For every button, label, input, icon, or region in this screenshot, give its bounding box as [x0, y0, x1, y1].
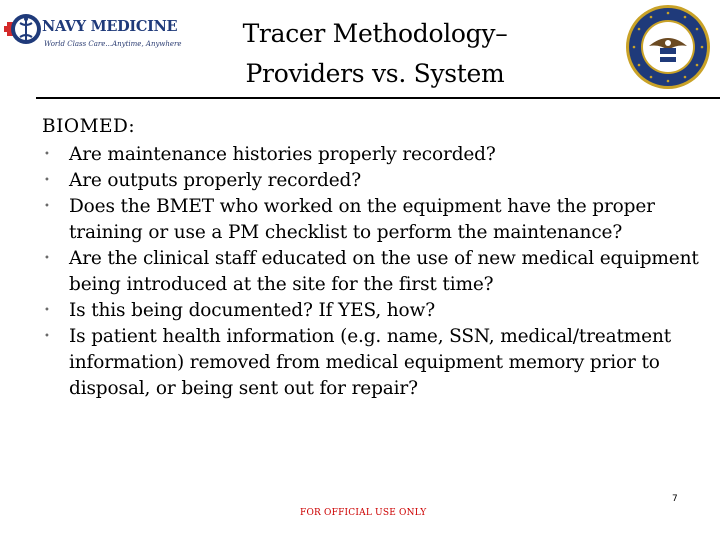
list-item — [42, 246, 702, 298]
navy-medicine-logo — [4, 4, 182, 64]
bullet-icon: • — [44, 149, 50, 160]
bullet-text: Is patient health information (e.g. name, SSN, medical/treatment information) removed from medical equipment memory prior to disposal, or being sent out for repair? — [69, 326, 671, 399]
section-heading: BIOMED: — [42, 116, 136, 137]
slide-content — [42, 114, 702, 402]
title-line-1: Tracer Methodology– — [242, 19, 508, 48]
bullet-text: Are maintenance histories properly recorded? — [69, 144, 496, 165]
bullet-text: Is this being documented? If YES, how? — [69, 300, 435, 321]
list-item — [42, 142, 702, 168]
title-line-2: Providers vs. System — [245, 59, 505, 88]
list-item — [42, 298, 702, 324]
bullet-icon: • — [44, 305, 50, 316]
bullet-icon: • — [44, 175, 50, 186]
list-item — [42, 324, 702, 402]
bullet-text: Are the clinical staff educated on the use of new medical equipment being introduced at the site for the first time? — [69, 248, 699, 295]
navy-medicine-emblem-icon — [4, 4, 44, 64]
slide-title — [180, 14, 570, 94]
list-item — [42, 194, 702, 246]
logo-tagline: World Class Care...Anytime, Anywhere — [44, 40, 182, 48]
bullet-icon: • — [44, 201, 50, 212]
list-item — [42, 168, 702, 194]
bullet-list — [42, 142, 702, 402]
navy-seal-icon — [625, 4, 711, 90]
bullet-text: Does the BMET who worked on the equipment have the proper training or use a PM checklist to perform the maintenance? — [69, 196, 655, 243]
page-number: 7 — [672, 494, 678, 504]
logo-title: NAVY MEDICINE — [42, 18, 178, 35]
footer-classification: FOR OFFICIAL USE ONLY — [300, 508, 427, 518]
bullet-icon: • — [44, 331, 50, 342]
bullet-icon: • — [44, 253, 50, 264]
bullet-text: Are outputs properly recorded? — [69, 170, 361, 191]
header-divider — [36, 97, 720, 99]
